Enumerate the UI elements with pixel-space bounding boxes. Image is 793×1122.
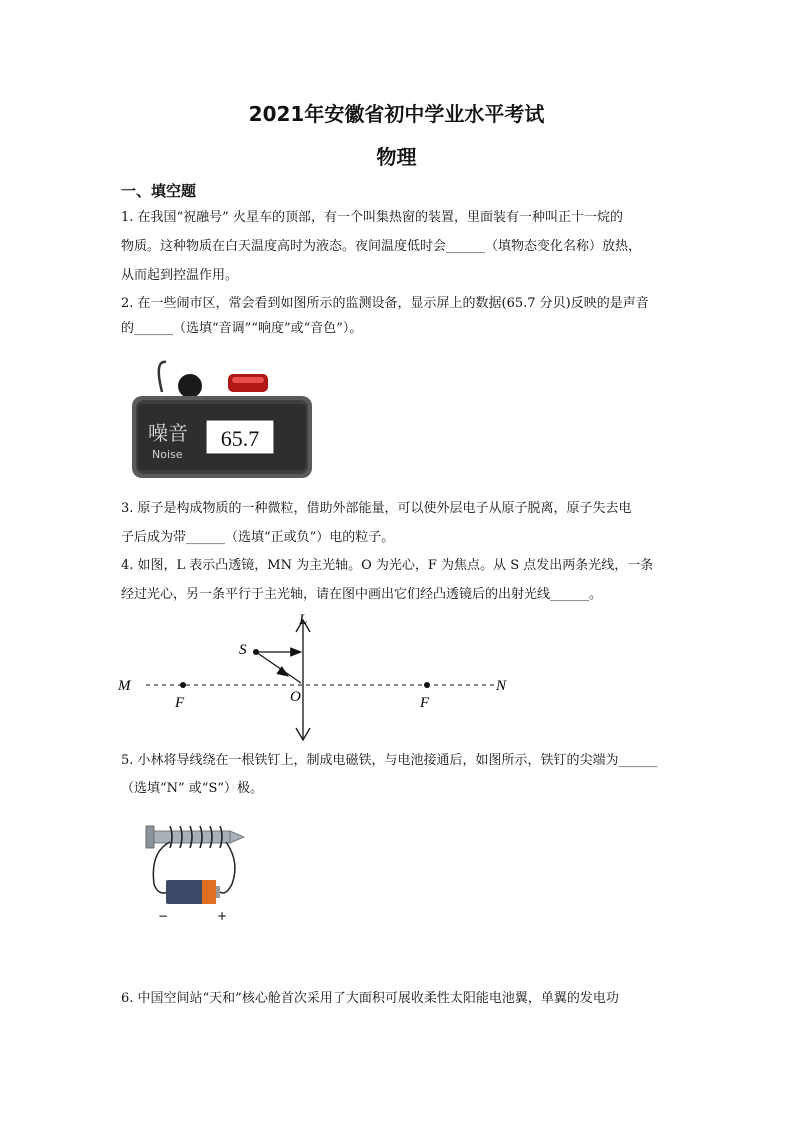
label-f-left: F (175, 695, 185, 711)
nail-tip (230, 831, 244, 843)
question-4-line-1: 4. 如图，L 表示凸透镜，MN 为主光轴。O 为光心，F 为焦点。从 S 点发出两条光线，一条 (121, 558, 654, 573)
minus-label: − (158, 909, 169, 923)
meter-reading: 65.7 (220, 426, 260, 451)
meter-label-en: Noise (152, 448, 183, 461)
subject-title: 物理 (376, 145, 417, 169)
focus-right (424, 682, 430, 688)
electromagnet-figure (140, 812, 260, 927)
question-3-line-2: 子后成为带______（选填“正或负”）电的粒子。 (121, 530, 395, 545)
plus-label: + (217, 909, 228, 923)
microphone-icon (178, 374, 202, 398)
ray-through-center (256, 652, 301, 683)
question-4-line-2: 经过光心，另一条平行于主光轴，请在图中画出它们经凸透镜后的出射光线______。 (121, 587, 603, 602)
question-1-line-2: 物质。这种物质在白天温度高时为液态。夜间温度低时会______（填物态变化名称）放热， (121, 239, 642, 254)
nail-head (146, 826, 154, 848)
lens-diagram (110, 606, 530, 746)
question-2-line-2: 的______（选填“音调”“响度”或“音色”）。 (121, 321, 363, 336)
meter-cable (159, 362, 166, 392)
label-f-right: F (420, 695, 430, 711)
focus-left (180, 682, 186, 688)
label-o: O (290, 689, 301, 705)
meter-label-cn: 噪音 (148, 421, 188, 445)
question-5-line-2: （选填“N” 或“S”）极。 (121, 781, 263, 796)
noise-meter-figure (128, 352, 318, 482)
question-3-line-1: 3. 原子是构成物质的一种微粒，借助外部能量，可以使外层电子从原子脱离，原子失去电 (121, 501, 632, 516)
wire-right (220, 842, 235, 893)
question-1-line-3: 从而起到控温作用。 (121, 268, 239, 283)
label-m: M (118, 678, 131, 694)
label-n: N (496, 678, 507, 694)
label-s: S (239, 642, 247, 658)
question-1-line-1: 1. 在我国“祝融号” 火星车的顶部，有一个叫集热窗的装置，里面装有一种叫正十一烷的 (121, 210, 623, 225)
label-l: L (299, 612, 308, 628)
point-s (253, 649, 259, 655)
question-2-line-1: 2. 在一些闹市区，常会看到如图所示的监测设备，显示屏上的数据(65.7 分贝)反映的是声音 (121, 296, 649, 311)
question-5-line-1: 5. 小林将导线绕在一根铁钉上，制成电磁铁，与电池接通后，如图所示，铁钉的尖端为______ (121, 753, 658, 768)
battery-terminal (216, 886, 220, 898)
page-title: 2021年安徽省初中学业水平考试 (248, 102, 545, 126)
question-6-line-1: 6. 中国空间站“天和”核心舱首次采用了大面积可展收柔性太阳能电池翼，单翼的发电功 (121, 991, 619, 1006)
section-heading: 一、填空题 (121, 182, 197, 200)
